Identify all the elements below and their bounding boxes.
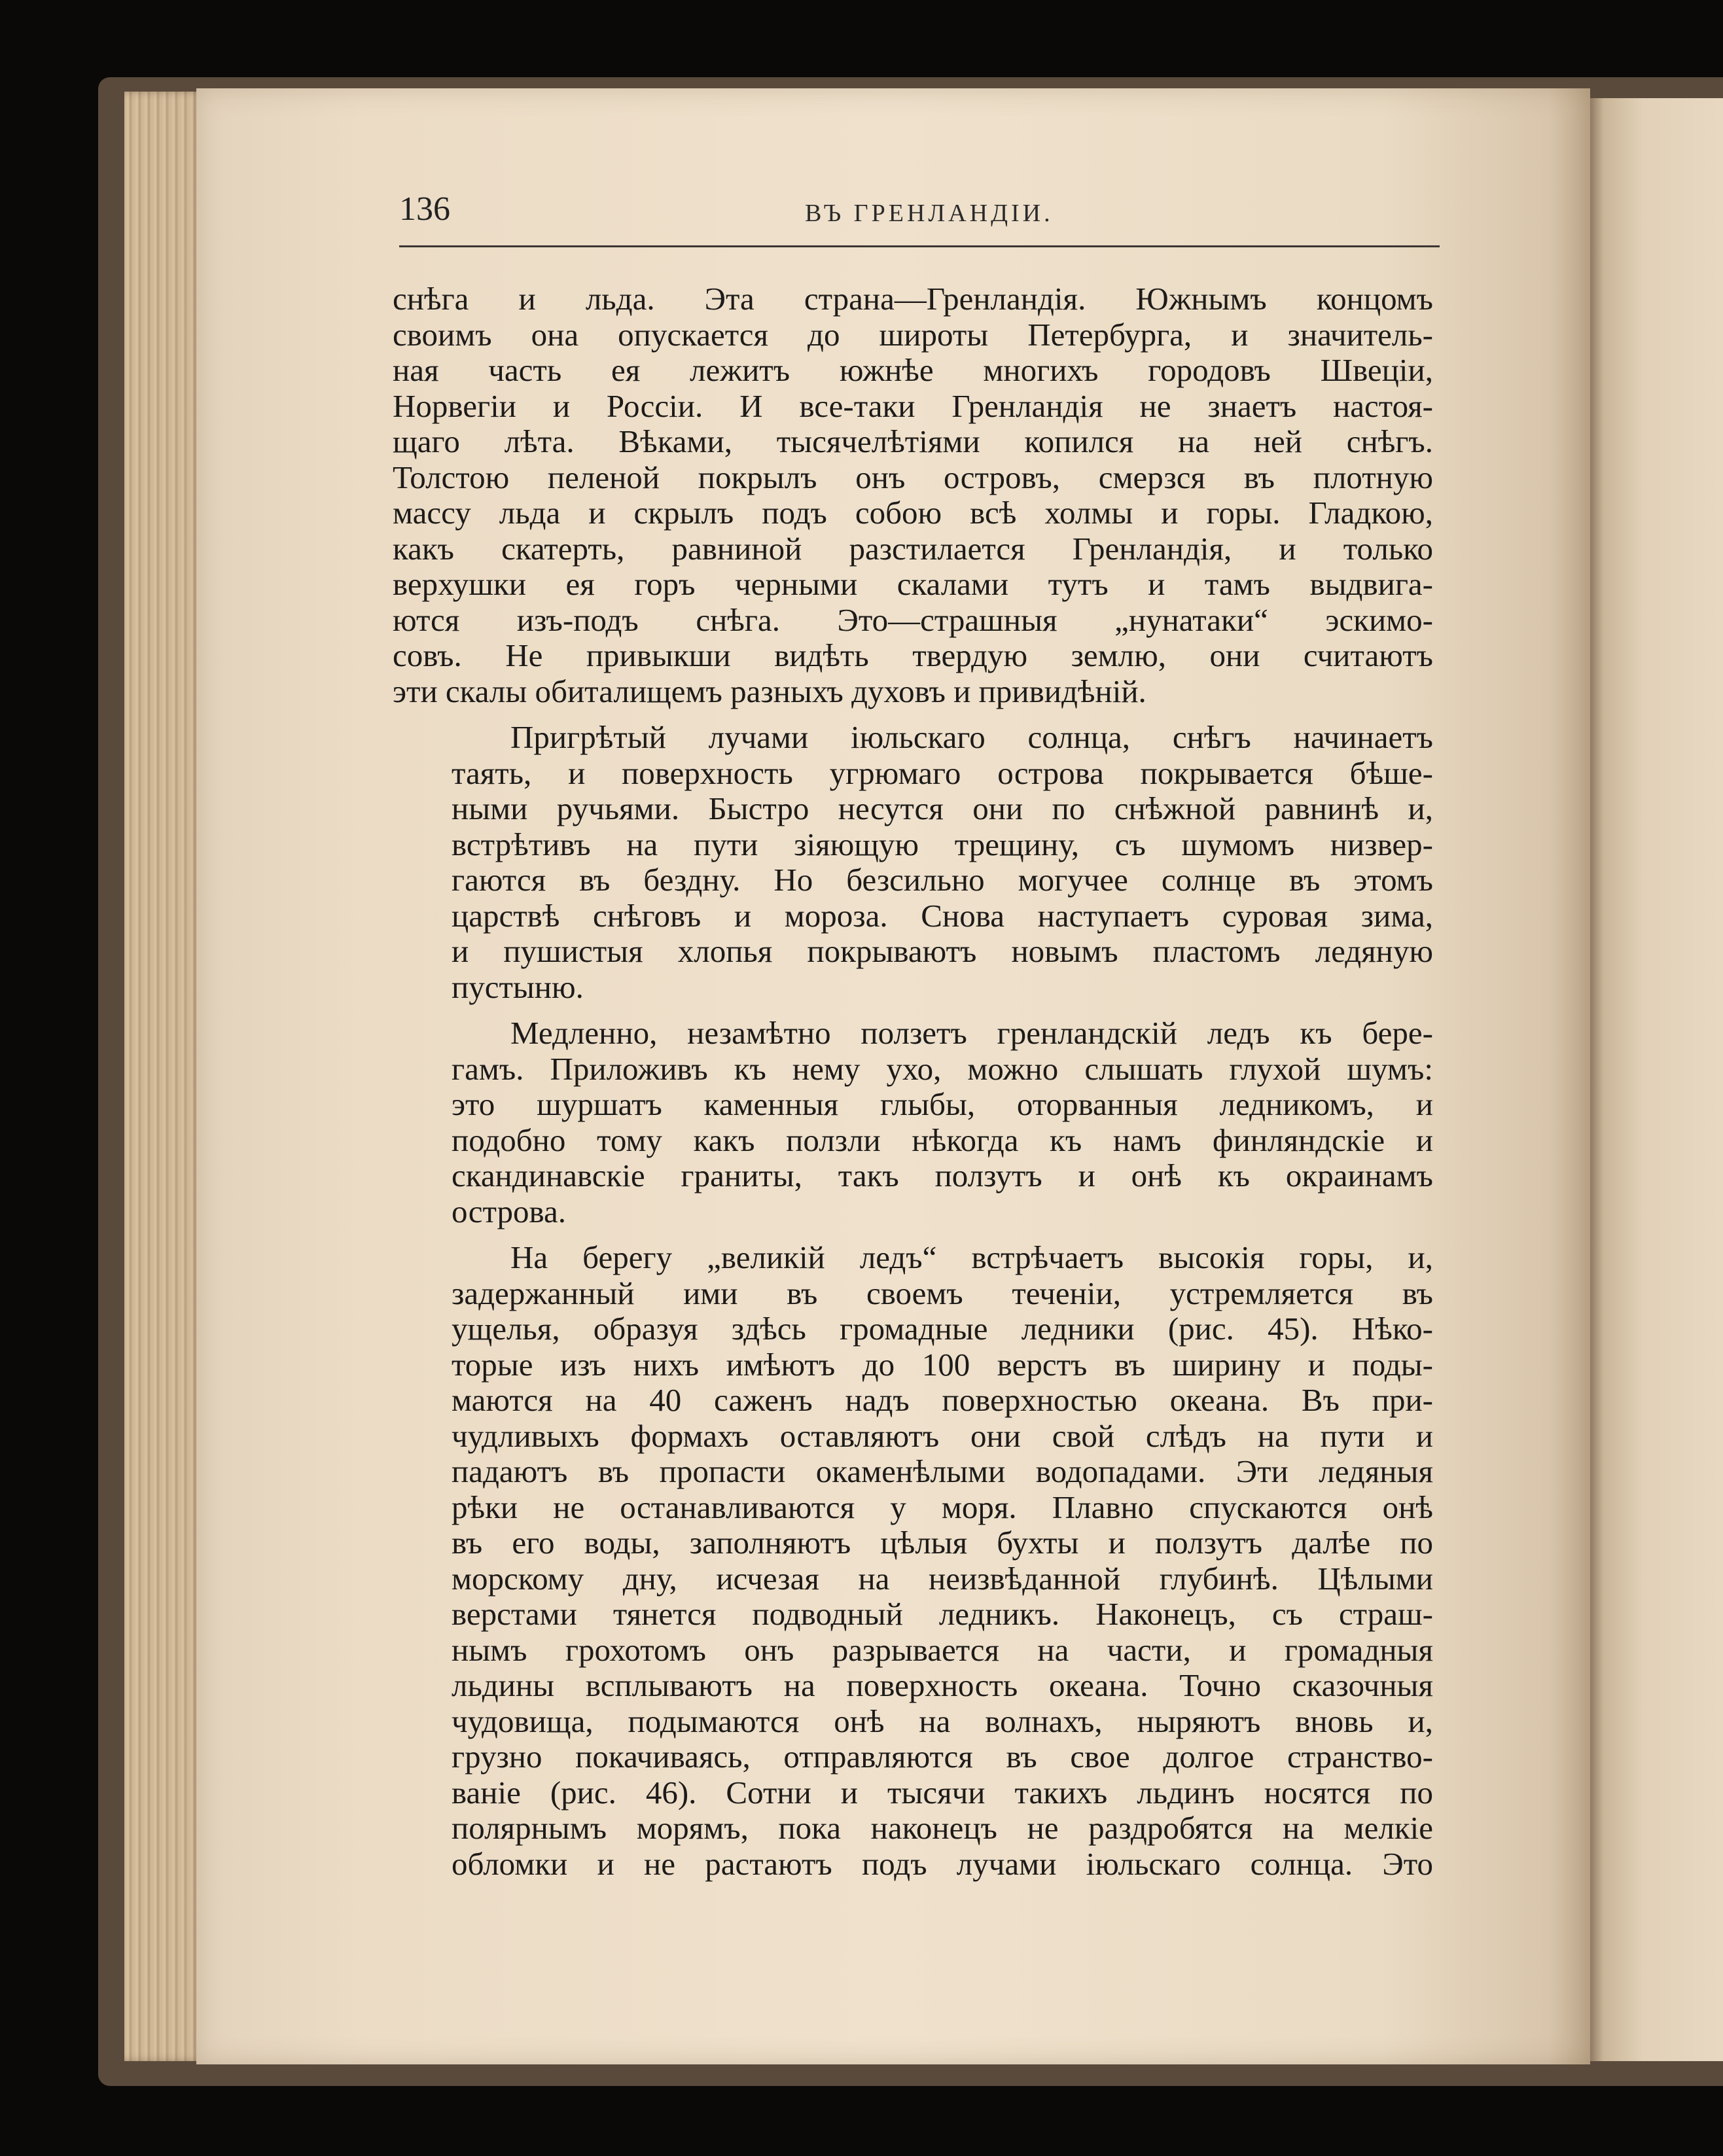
text-line: чудовища, подымаются онѣ на волнахъ, ныряютъ вновь и, (452, 1703, 1433, 1739)
text-line: торые изъ нихъ имѣютъ до 100 верстъ въ ширину и поды- (452, 1346, 1433, 1383)
text-line: Пригрѣтый лучами іюльскаго солнца, снѣгъ начинаетъ (510, 719, 1433, 755)
text-line: скандинавскіе граниты, такъ ползутъ и онѣ къ окраинамъ (452, 1158, 1433, 1193)
text-line: царствѣ снѣговъ и мороза. Снова наступаетъ суровая зима, (452, 897, 1433, 934)
text-line: нымъ грохотомъ онъ разрывается на части, и громадныя (452, 1631, 1433, 1668)
text-line: таять, и поверхность угрюмаго острова покрывается бѣше- (452, 754, 1433, 791)
text-line: Толстою пеленой покрылъ онъ островъ, смерзся въ плотную (393, 459, 1433, 495)
text-line: гамъ. Приложивъ къ нему ухо, можно слышать глухой шумъ: (452, 1050, 1433, 1087)
text-line: Норвегіи и Россіи. И все-таки Гренландія не знаетъ настоя- (393, 387, 1433, 424)
running-title: ВЪ ГРЕНЛАНДІИ. (805, 200, 1054, 227)
text-line: ются изъ-подъ снѣга. Это—страшныя „нунатаки“ эскимо- (393, 601, 1433, 638)
text-line: обломки и не растаютъ подъ лучами іюльскаго солнца. Это (452, 1845, 1433, 1882)
text-line: пустыню. (452, 968, 584, 1005)
page-header (399, 190, 1440, 249)
text-line: верхушки ея горъ черными скалами тутъ и тамъ выдвига- (393, 566, 1433, 602)
text-line: ными ручьями. Быстро несутся они по снѣжной равнинѣ и, (452, 790, 1433, 826)
text-line: задержанный ими въ своемъ теченіи, устремляется въ (452, 1275, 1433, 1311)
text-line: ная часть ея лежитъ южнѣе многихъ городовъ Швеціи, (393, 352, 1433, 388)
text-line: гаются въ бездну. Но безсильно могучее солнце въ этомъ (452, 862, 1433, 898)
next-page-edge (1590, 98, 1723, 2061)
text-line: верстами тянется подводный ледникъ. Наконецъ, съ страш- (452, 1596, 1433, 1632)
text-line: грузно покачиваясь, отправляются въ свое долгое странство- (452, 1739, 1433, 1775)
text-line: эти скалы обиталищемъ разныхъ духовъ и привидѣній. (393, 673, 1146, 709)
text-line: острова. (452, 1193, 566, 1229)
text-line: маются на 40 саженъ надъ поверхностью океана. Въ при- (452, 1382, 1433, 1418)
text-line: льдины всплываютъ на поверхность океана. Точно сказочныя (452, 1667, 1433, 1703)
text-line: и пушистыя хлопья покрываютъ новымъ пластомъ ледяную (452, 933, 1433, 969)
page-edges (124, 92, 203, 2061)
text-line: совъ. Не привыкши видѣть твердую землю, они считаютъ (393, 637, 1433, 673)
text-line: щаго лѣта. Вѣками, тысячелѣтіями копился на ней снѣгъ. (393, 423, 1433, 459)
paragraph (393, 1016, 1433, 1229)
text-line: Медленно, незамѣтно ползетъ гренландскій ледъ къ бере- (510, 1015, 1433, 1051)
text-line: какъ скатерть, равниной разстилается Гренландія, и только (393, 530, 1433, 567)
body-text (393, 281, 1433, 1892)
text-line: это шуршатъ каменныя глыбы, оторванныя ледникомъ, и (452, 1086, 1433, 1122)
header-rule (399, 245, 1440, 247)
paragraph (393, 281, 1433, 709)
text-line: морскому дну, исчезая на неизвѣданной глубинѣ. Цѣлыми (452, 1560, 1433, 1597)
text-line: въ его воды, заполняютъ цѣлыя бухты и ползутъ далѣе по (452, 1525, 1433, 1561)
paragraph (393, 1240, 1433, 1882)
text-line: встрѣтивъ на пути зіяющую трещину, съ шумомъ низвер- (452, 826, 1433, 862)
paragraph (393, 720, 1433, 1005)
text-line: полярнымъ морямъ, пока наконецъ не раздробятся на мелкіе (452, 1810, 1433, 1846)
text-line: массу льда и скрылъ подъ собою всѣ холмы и горы. Гладкою, (393, 495, 1433, 531)
text-line: подобно тому какъ ползли нѣкогда къ намъ финляндскіе и (452, 1122, 1433, 1158)
page-number: 136 (399, 190, 450, 228)
text-line: падаютъ въ пропасти окаменѣлыми водопадами. Эти ледяныя (452, 1453, 1433, 1489)
text-line: На берегу „великій ледъ“ встрѣчаетъ высокія горы, и, (510, 1239, 1433, 1275)
text-line: чудливыхъ формахъ оставляютъ они свой слѣдъ на пути и (452, 1417, 1433, 1454)
text-line: снѣга и льда. Эта страна—Гренландія. Южнымъ концомъ (393, 281, 1433, 317)
text-line: ваніе (рис. 46). Сотни и тысячи такихъ льдинъ носятся по (452, 1774, 1433, 1811)
text-line: рѣки не останавливаются у моря. Плавно спускаются онѣ (452, 1489, 1433, 1525)
text-line: своимъ она опускается до широты Петербурга, и значитель- (393, 316, 1433, 353)
text-line: ущелья, образуя здѣсь громадные ледники (рис. 45). Нѣко- (452, 1311, 1433, 1347)
